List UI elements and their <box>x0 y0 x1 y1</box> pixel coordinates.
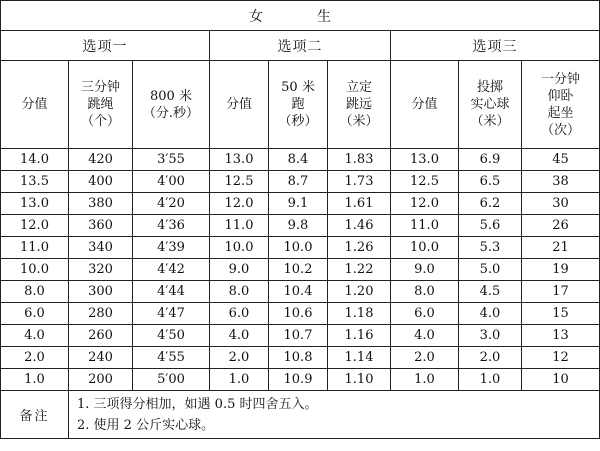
cell-run-800m: 4′55 <box>133 347 210 369</box>
table-row <box>1 259 600 281</box>
cell-score-2: 10.0 <box>210 237 269 259</box>
cell-long-jump: 1.18 <box>328 303 391 325</box>
header-line: 50 米 <box>281 80 315 95</box>
header-line: 一分钟 <box>541 71 581 87</box>
cell-sit-ups: 15 <box>522 303 600 325</box>
header-line: 跳远 <box>345 97 372 112</box>
header-line: 投掷 <box>476 80 503 95</box>
cell-score-3: 2.0 <box>391 347 459 369</box>
header-line: （个） <box>80 114 120 129</box>
header-rope-skipping <box>69 61 133 149</box>
cell-score-2: 2.0 <box>210 347 269 369</box>
cell-rope-skipping: 320 <box>69 259 133 281</box>
cell-run-50m: 10.8 <box>269 347 328 369</box>
table-row <box>1 171 600 193</box>
table-row <box>1 193 600 215</box>
cell-rope-skipping: 300 <box>69 281 133 303</box>
header-line: 分值 <box>21 97 48 112</box>
cell-score-3: 13.0 <box>391 149 459 171</box>
cell-rope-skipping: 240 <box>69 347 133 369</box>
note-line-1: 1. 三项得分相加，如遇 0.5 时四舍五入。 <box>77 396 318 412</box>
group-header-option-3: 选项三 <box>391 31 600 61</box>
cell-long-jump: 1.26 <box>328 237 391 259</box>
header-line: 800 米 <box>150 88 192 104</box>
cell-rope-skipping: 400 <box>69 171 133 193</box>
header-medicine-ball-throw <box>459 61 522 149</box>
cell-score-3: 8.0 <box>391 281 459 303</box>
cell-run-50m: 10.4 <box>269 281 328 303</box>
table-row <box>1 325 600 347</box>
group-header-option-1: 选项一 <box>1 31 210 61</box>
cell-ball-throw: 6.2 <box>459 193 522 215</box>
cell-run-800m: 3′55 <box>133 149 210 171</box>
header-sit-ups <box>522 61 600 149</box>
table-row <box>1 237 600 259</box>
header-line: 分值 <box>411 97 438 112</box>
note-line-2: 2. 使用 2 公斤实心球。 <box>77 417 215 433</box>
cell-run-800m: 4′44 <box>133 281 210 303</box>
cell-run-800m: 4′47 <box>133 303 210 325</box>
cell-score-3: 11.0 <box>391 215 459 237</box>
header-line: 跑 <box>291 97 305 112</box>
group-row <box>1 31 600 61</box>
cell-score-3: 6.0 <box>391 303 459 325</box>
cell-score-3: 12.0 <box>391 193 459 215</box>
cell-score-2: 13.0 <box>210 149 269 171</box>
table-row <box>1 347 600 369</box>
header-standing-long-jump <box>328 61 391 149</box>
group-header-option-2: 选项二 <box>210 31 391 61</box>
cell-sit-ups: 10 <box>522 369 600 391</box>
cell-score-1: 4.0 <box>1 325 69 347</box>
cell-rope-skipping: 420 <box>69 149 133 171</box>
cell-score-3: 12.5 <box>391 171 459 193</box>
cell-ball-throw: 5.3 <box>459 237 522 259</box>
cell-run-800m: 4′50 <box>133 325 210 347</box>
cell-sit-ups: 19 <box>522 259 600 281</box>
cell-score-2: 11.0 <box>210 215 269 237</box>
cell-long-jump: 1.83 <box>328 149 391 171</box>
cell-score-2: 4.0 <box>210 325 269 347</box>
cell-score-2: 8.0 <box>210 281 269 303</box>
cell-run-800m: 4′00 <box>133 171 210 193</box>
cell-score-2: 6.0 <box>210 303 269 325</box>
cell-sit-ups: 21 <box>522 237 600 259</box>
cell-ball-throw: 4.0 <box>459 303 522 325</box>
cell-ball-throw: 5.6 <box>459 215 522 237</box>
header-line: 跳绳 <box>87 97 114 112</box>
header-line: （次） <box>541 122 581 138</box>
cell-ball-throw: 1.0 <box>459 369 522 391</box>
notes-content <box>69 391 600 439</box>
cell-score-2: 9.0 <box>210 259 269 281</box>
header-line: （米） <box>339 114 379 129</box>
cell-rope-skipping: 260 <box>69 325 133 347</box>
cell-rope-skipping: 200 <box>69 369 133 391</box>
header-line: 立定 <box>345 80 372 95</box>
cell-score-3: 4.0 <box>391 325 459 347</box>
cell-run-800m: 4′39 <box>133 237 210 259</box>
cell-rope-skipping: 360 <box>69 215 133 237</box>
cell-score-3: 9.0 <box>391 259 459 281</box>
data-body <box>1 149 600 391</box>
cell-score-1: 13.0 <box>1 193 69 215</box>
cell-run-800m: 4′42 <box>133 259 210 281</box>
cell-run-800m: 5′00 <box>133 369 210 391</box>
header-line: （分.秒） <box>142 105 200 121</box>
notes-row <box>1 391 600 439</box>
table-row <box>1 281 600 303</box>
header-line: （秒） <box>278 114 318 129</box>
cell-ball-throw: 6.5 <box>459 171 522 193</box>
header-line: 分值 <box>225 97 252 112</box>
cell-run-800m: 4′20 <box>133 193 210 215</box>
cell-sit-ups: 30 <box>522 193 600 215</box>
cell-score-1: 10.0 <box>1 259 69 281</box>
cell-run-50m: 10.7 <box>269 325 328 347</box>
cell-run-50m: 9.8 <box>269 215 328 237</box>
cell-score-1: 11.0 <box>1 237 69 259</box>
cell-rope-skipping: 340 <box>69 237 133 259</box>
cell-sit-ups: 26 <box>522 215 600 237</box>
header-line: 起坐 <box>547 105 574 121</box>
table-row <box>1 215 600 237</box>
header-score-2 <box>210 61 269 149</box>
column-header-row <box>1 61 600 149</box>
cell-long-jump: 1.22 <box>328 259 391 281</box>
cell-ball-throw: 6.9 <box>459 149 522 171</box>
cell-score-3: 10.0 <box>391 237 459 259</box>
cell-ball-throw: 4.5 <box>459 281 522 303</box>
cell-sit-ups: 38 <box>522 171 600 193</box>
cell-run-50m: 10.9 <box>269 369 328 391</box>
title-row <box>1 1 600 31</box>
cell-score-1: 14.0 <box>1 149 69 171</box>
cell-run-800m: 4′36 <box>133 215 210 237</box>
cell-run-50m: 8.7 <box>269 171 328 193</box>
cell-score-1: 8.0 <box>1 281 69 303</box>
cell-long-jump: 1.14 <box>328 347 391 369</box>
header-50m-run <box>269 61 328 149</box>
header-score-1 <box>1 61 69 149</box>
table-row <box>1 149 600 171</box>
cell-score-1: 13.5 <box>1 171 69 193</box>
cell-run-50m: 10.6 <box>269 303 328 325</box>
cell-score-3: 1.0 <box>391 369 459 391</box>
cell-score-2: 12.5 <box>210 171 269 193</box>
cell-rope-skipping: 280 <box>69 303 133 325</box>
cell-run-50m: 8.4 <box>269 149 328 171</box>
header-800m-run <box>133 61 210 149</box>
cell-ball-throw: 3.0 <box>459 325 522 347</box>
cell-ball-throw: 2.0 <box>459 347 522 369</box>
cell-score-1: 6.0 <box>1 303 69 325</box>
cell-score-2: 12.0 <box>210 193 269 215</box>
cell-score-1: 12.0 <box>1 215 69 237</box>
header-line: （米） <box>470 114 510 129</box>
cell-sit-ups: 12 <box>522 347 600 369</box>
table-row <box>1 369 600 391</box>
cell-ball-throw: 5.0 <box>459 259 522 281</box>
cell-run-50m: 10.2 <box>269 259 328 281</box>
cell-long-jump: 1.61 <box>328 193 391 215</box>
cell-sit-ups: 45 <box>522 149 600 171</box>
header-line: 实心球 <box>470 97 510 112</box>
header-score-3 <box>391 61 459 149</box>
header-line: 仰卧 <box>547 88 574 104</box>
cell-rope-skipping: 380 <box>69 193 133 215</box>
cell-long-jump: 1.10 <box>328 369 391 391</box>
cell-run-50m: 9.1 <box>269 193 328 215</box>
cell-score-2: 1.0 <box>210 369 269 391</box>
table-title: 女 生 <box>1 1 600 31</box>
cell-sit-ups: 17 <box>522 281 600 303</box>
cell-long-jump: 1.16 <box>328 325 391 347</box>
cell-long-jump: 1.73 <box>328 171 391 193</box>
table-row <box>1 303 600 325</box>
cell-long-jump: 1.46 <box>328 215 391 237</box>
header-line: 三分钟 <box>80 80 120 95</box>
cell-run-50m: 10.0 <box>269 237 328 259</box>
cell-long-jump: 1.20 <box>328 281 391 303</box>
notes-label: 备注 <box>1 391 69 439</box>
cell-sit-ups: 13 <box>522 325 600 347</box>
cell-score-1: 1.0 <box>1 369 69 391</box>
cell-score-1: 2.0 <box>1 347 69 369</box>
